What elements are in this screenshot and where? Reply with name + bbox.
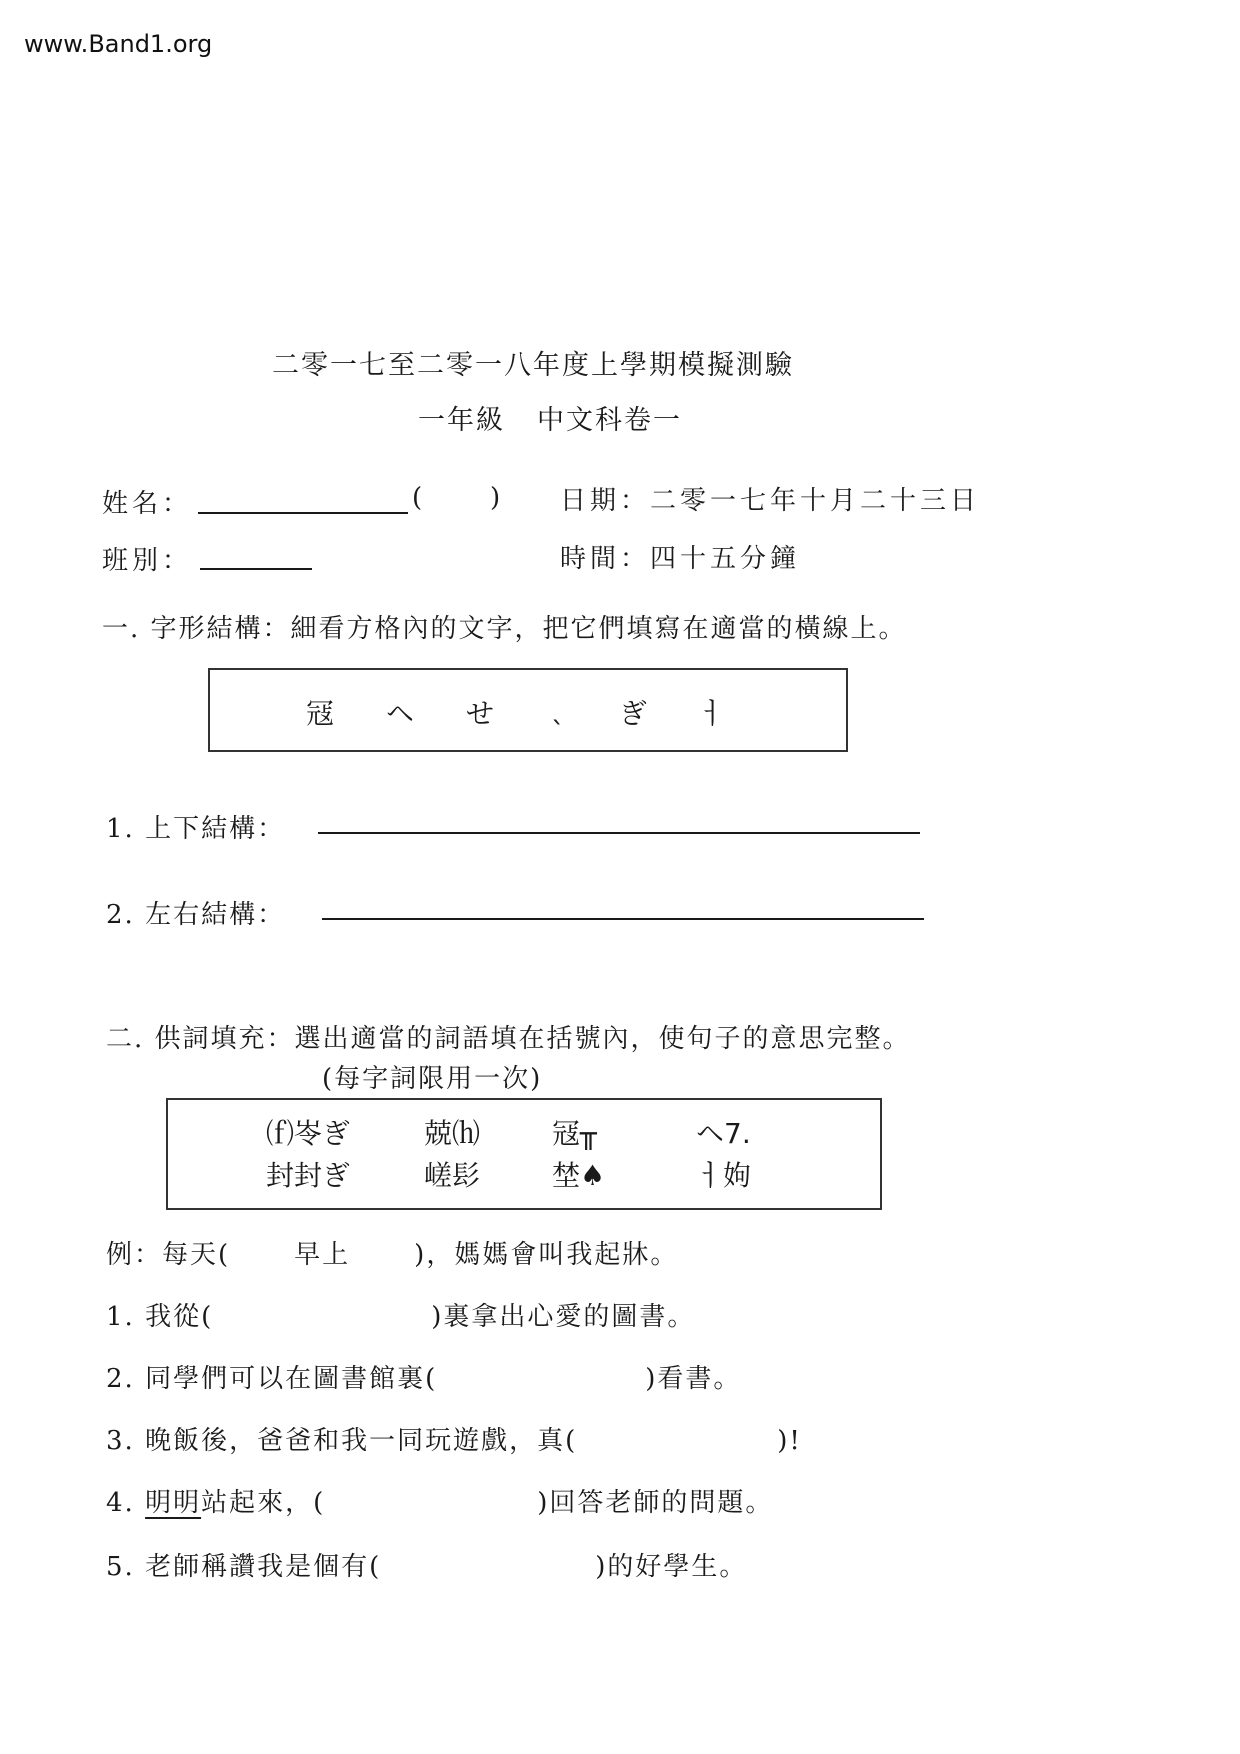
character-candidate: ㅓ bbox=[698, 697, 726, 730]
example-answer: 早上 bbox=[294, 1240, 351, 1270]
question-5-pre: 5. 老師稱讚我是個有( bbox=[106, 1552, 382, 1582]
class-number-paren-open: ( bbox=[412, 483, 427, 513]
subject-label: 中文科卷一 bbox=[537, 405, 682, 436]
grade-label: 一年級 bbox=[418, 405, 505, 436]
example-suffix: )，媽媽會叫我起牀。 bbox=[414, 1240, 679, 1270]
question-4-mid: 站起來，( bbox=[201, 1488, 326, 1518]
question-2-pre: 2. 同學們可以在圖書館裏( bbox=[106, 1364, 438, 1394]
section2-note: (每字詞限用一次) bbox=[322, 1064, 543, 1094]
site-url: www.Band1.org bbox=[24, 30, 213, 58]
word-option: 冦╥ bbox=[552, 1117, 597, 1150]
word-option: 埜♠ bbox=[552, 1159, 606, 1192]
example-sentence bbox=[106, 1234, 678, 1271]
word-option: ヘ7. bbox=[696, 1117, 751, 1150]
question-4-underlined-name: 明明 bbox=[145, 1488, 202, 1518]
character-candidate: せ bbox=[466, 697, 495, 730]
date-text: 日期：二零一七年十月二十三日 bbox=[560, 486, 981, 516]
section1-heading: 一. 字形結構：細看方格內的文字，把它們填寫在適當的橫線上。 bbox=[102, 614, 907, 644]
q1-structure-label: 1. 上下結構： bbox=[106, 814, 286, 844]
question-2-post: )看書。 bbox=[645, 1364, 742, 1394]
question-5-post: )的好學生。 bbox=[595, 1552, 748, 1582]
question-3 bbox=[106, 1420, 802, 1457]
word-option: 兢⒣ bbox=[424, 1117, 481, 1150]
word-option: 封封ぎ bbox=[266, 1159, 351, 1192]
word-box bbox=[166, 1098, 882, 1210]
question-1-post: )裏拿出心愛的圖書。 bbox=[431, 1302, 696, 1332]
word-option: 嵯髟 bbox=[424, 1159, 481, 1192]
subtitle bbox=[418, 398, 682, 437]
name-label: 姓名： bbox=[102, 489, 193, 519]
name-field[interactable] bbox=[198, 512, 408, 514]
class-label: 班別： bbox=[102, 546, 193, 576]
character-candidate: 冦 bbox=[306, 697, 335, 730]
question-5 bbox=[106, 1546, 747, 1583]
word-option: ㅓ姁 bbox=[696, 1159, 752, 1192]
question-3-post: )! bbox=[777, 1426, 802, 1456]
character-candidate: ぎ bbox=[619, 697, 648, 730]
character-box bbox=[208, 668, 848, 752]
question-1 bbox=[106, 1296, 695, 1333]
question-4 bbox=[106, 1482, 773, 1519]
character-candidate: ˎ bbox=[551, 692, 565, 725]
page-title: 二零一七至二零一八年度上學期模擬測驗 bbox=[272, 350, 794, 381]
class-number-paren-close: ) bbox=[490, 483, 505, 513]
time-text: 時間：四十五分鐘 bbox=[560, 544, 801, 574]
q2-structure-label: 2. 左右結構： bbox=[106, 900, 286, 930]
character-candidate: ヘ bbox=[386, 697, 415, 730]
question-3-pre: 3. 晚飯後，爸爸和我一同玩遊戲，真( bbox=[106, 1426, 578, 1456]
question-4-pre: 4. bbox=[106, 1488, 146, 1518]
question-4-post: )回答老師的問題。 bbox=[537, 1488, 774, 1518]
q2-answer-line[interactable] bbox=[322, 918, 924, 920]
question-1-pre: 1. 我從( bbox=[106, 1302, 214, 1332]
q1-answer-line[interactable] bbox=[318, 832, 920, 834]
section2-heading: 二. 供詞填充：選出適當的詞語填在括號內，使句子的意思完整。 bbox=[106, 1024, 911, 1054]
example-prefix: 例：每天( bbox=[106, 1240, 231, 1270]
word-option: ⒡岺ぎ bbox=[266, 1117, 351, 1150]
question-2 bbox=[106, 1358, 741, 1395]
class-field[interactable] bbox=[200, 568, 312, 570]
